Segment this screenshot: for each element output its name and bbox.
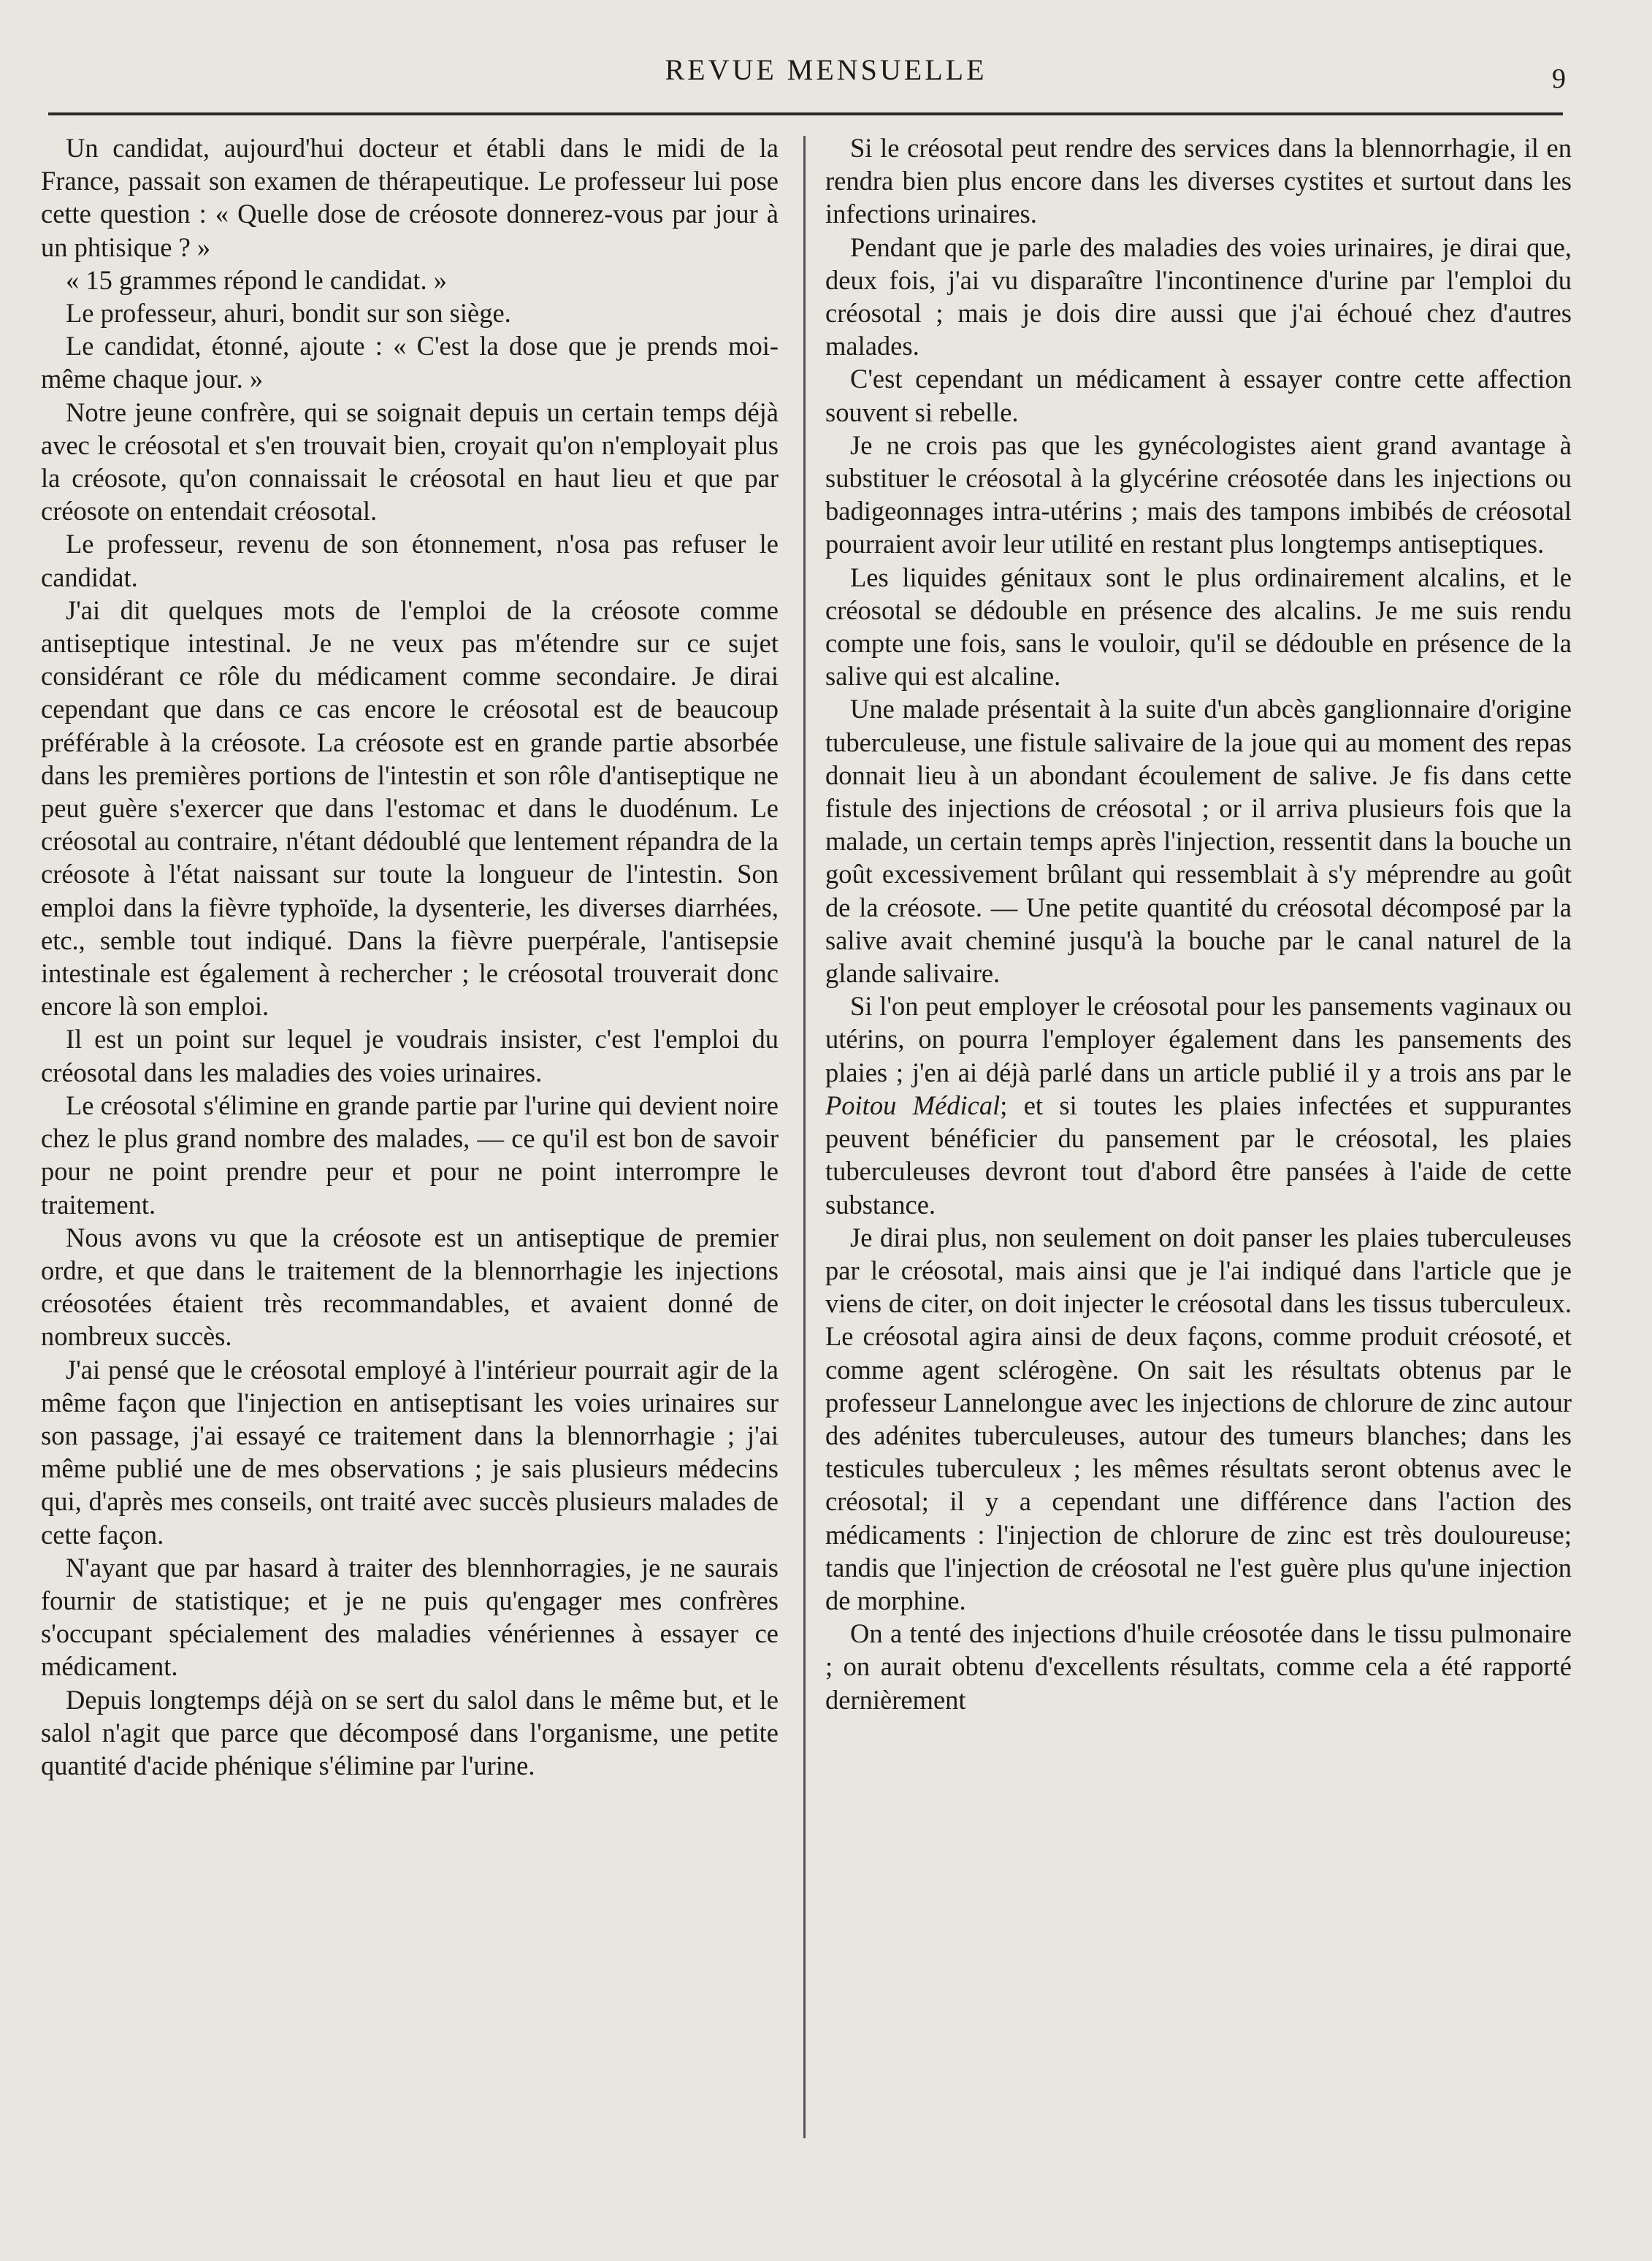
paragraph: Depuis longtemps déjà on se sert du salol dans le même but, et le salol n'agit que parce que décomposé dans l'organisme, une petite quantité d'acide phénique s'élimine par l'urine. (41, 1684, 779, 1780)
paragraph: J'ai dit quelques mots de l'emploi de la créosote comme antiseptique intestinal. Je ne veux pas m'étendre sur ce sujet considérant ce rôle du médicament comme secondaire. Je dirai cependant que dans ce cas encore le créosotal est de beaucoup préférable à la créosote. La créosote est en grande partie absorbée dans les premières portions de l'intestin et son rôle d'antiseptique ne peut guère s'exercer que dans l'estomac et dans le duodénum. Le créosotal au contraire, n'étant dédoublé que lentement répandra de la créosote à l'état naissant sur toute la longueur de l'intestin. Son emploi dans la fièvre typhoïde, la dysenterie, les diverses diarrhées, etc., semble tout indiqué. Dans la fièvre puerpérale, l'antisepsie intestinale est également à rechercher ; le créosotal trouverait donc encore là son emploi. (41, 594, 779, 1022)
paragraph: Le professeur, ahuri, bondit sur son siège. (66, 298, 511, 329)
paragraph: Le professeur, revenu de son étonnement, n'osa pas refuser le candidat. (41, 529, 779, 592)
paragraph: Notre jeune confrère, qui se soignait depuis un certain temps déjà avec le créosotal et s'en trouvait bien, croyait qu'on n'employait plus la créosote, qu'on connaissait le créosotal en haut lieu et que par créosote on entendait créosotal. (41, 397, 779, 527)
header-rule (48, 112, 1563, 115)
running-header-title: REVUE MENSUELLE (665, 53, 987, 86)
paragraph: J'ai pensé que le créosotal employé à l'intérieur pourrait agir de la même façon que l'injection en antiseptisant les voies urinaires sur son passage, j'ai essayé ce traitement dans la blennorrhagie ; j'ai même publié une de mes observations ; je sais plusieurs médecins qui, d'après mes conseils, ont traité avec succès plusieurs malades de cette façon. (41, 1354, 779, 1550)
paragraph: Je ne crois pas que les gynécologistes aient grand avantage à substituer le créosotal à la glycérine créosotée dans les injections ou badigeonnages intra-utérins ; mais des tampons imbibés de créosotal pourraient avoir leur utilité en restant plus longtemps antiseptiques. (825, 429, 1572, 559)
paragraph: Un candidat, aujourd'hui docteur et établi dans le midi de la France, passait son examen de thérapeutique. Le professeur lui pose cette question : « Quelle dose de créosote donnerez-vous par jour à un phtisique ? » (41, 133, 779, 262)
paragraph: Il est un point sur lequel je voudrais insister, c'est l'emploi du créosotal dans les maladies des voies urinaires. (41, 1024, 779, 1087)
left-column (41, 131, 779, 1782)
page-number: 9 (1552, 64, 1566, 94)
paragraph (825, 990, 1572, 1220)
paragraph: Si le créosotal peut rendre des services dans la blennorrhagie, il en rendra bien plus encore dans les diverses cystites et surtout dans les infections urinaires. (825, 133, 1572, 229)
paragraph: Une malade présentait à la suite d'un abcès ganglionnaire d'origine tuberculeuse, une fistule salivaire de la joue qui au moment des repas donnait lieu à un abondant écoulement de salive. Je fis dans cette fistule des injections de créosotal ; or il arriva plusieurs fois que la malade, un certain temps après l'injection, ressentit dans la bouche un goût excessivement brûlant qui ressemblait à s'y méprendre au goût de la créosote. — Une petite quantité du créosotal décomposé par la salive avait cheminé jusqu'à la bouche par le canal naturel de la glande salivaire. (825, 694, 1572, 989)
paragraph: N'ayant que par hasard à traiter des blennhorragies, je ne saurais fournir de statistique; et je ne puis qu'engager mes confrères s'occupant spécialement des maladies vénériennes à essayer ce médicament. (41, 1552, 779, 1682)
paragraph: « 15 grammes répond le candidat. » (66, 264, 447, 295)
journal-title: Poitou Médical (825, 1090, 1001, 1120)
paragraph-text: ; et si toutes les plaies infectées et suppurantes peuvent bénéficier du pansement par le créosotal, les plaies tuberculeuses devront tout d'abord être pansées à l'aide de cette substance. (825, 1090, 1572, 1220)
right-column (825, 131, 1572, 1716)
paragraph: C'est cependant un médicament à essayer contre cette affection souvent si rebelle. (825, 364, 1572, 427)
paragraph-text: Si l'on peut employer le créosotal pour les pansements vaginaux ou utérins, on pourra l'employer également dans les pansements des plaies ; j'en ai déjà parlé dans un article publié il y a trois ans par le (825, 991, 1572, 1087)
paragraph: Nous avons vu que la créosote est un antiseptique de premier ordre, et que dans le traitement de la blennorrhagie les injections créosotées étaient très recommandables, et avaient donné de nombreux succès. (41, 1222, 779, 1352)
paragraph: Le candidat, étonné, ajoute : « C'est la dose que je prends moi-même chaque jour. » (41, 331, 779, 394)
column-divider (803, 136, 806, 2138)
paragraph: Le créosotal s'élimine en grande partie par l'urine qui devient noire chez le plus grand nombre des malades, — ce qu'il est bon de savoir pour ne point prendre peur et pour ne point interrompre le traitement. (41, 1090, 779, 1220)
paragraph: Je dirai plus, non seulement on doit panser les plaies tuberculeuses par le créosotal, mais ainsi que je l'ai indiqué dans l'article que je viens de citer, on doit injecter le créosotal dans les tissus tuberculeux. Le créosotal agira ainsi de deux façons, comme produit créosoté, et comme agent sclérogène. On sait les résultats obtenus par le professeur Lannelongue avec les injections de chlorure de zinc autour des adénites tuberculeuses, autour des tumeurs blanches; dans les testicules tuberculeux ; les mêmes résultats seront obtenus avec le créosotal; il y a cependant une différence dans l'action des médicaments : l'injection de chlorure de zinc est très douloureuse; tandis que l'injection de créosotal ne l'est guère plus qu'une injection de morphine. (825, 1222, 1572, 1615)
paragraph: Les liquides génitaux sont le plus ordinairement alcalins, et le créosotal se dédouble en présence des alcalins. Je me suis rendu compte une fois, sans le vouloir, qu'il se dédouble en présence de la salive qui est alcaline. (825, 562, 1572, 692)
paragraph: Pendant que je parle des maladies des voies urinaires, je dirai que, deux fois, j'ai vu disparaître l'incontinence d'urine par l'emploi du créosotal ; mais je dois dire aussi que j'ai échoué chez d'autres malades. (825, 232, 1572, 361)
paragraph: On a tenté des injections d'huile créosotée dans le tissu pulmonaire ; on aurait obtenu d'excellents résultats, comme cela a été rapporté dernièrement (825, 1618, 1572, 1715)
